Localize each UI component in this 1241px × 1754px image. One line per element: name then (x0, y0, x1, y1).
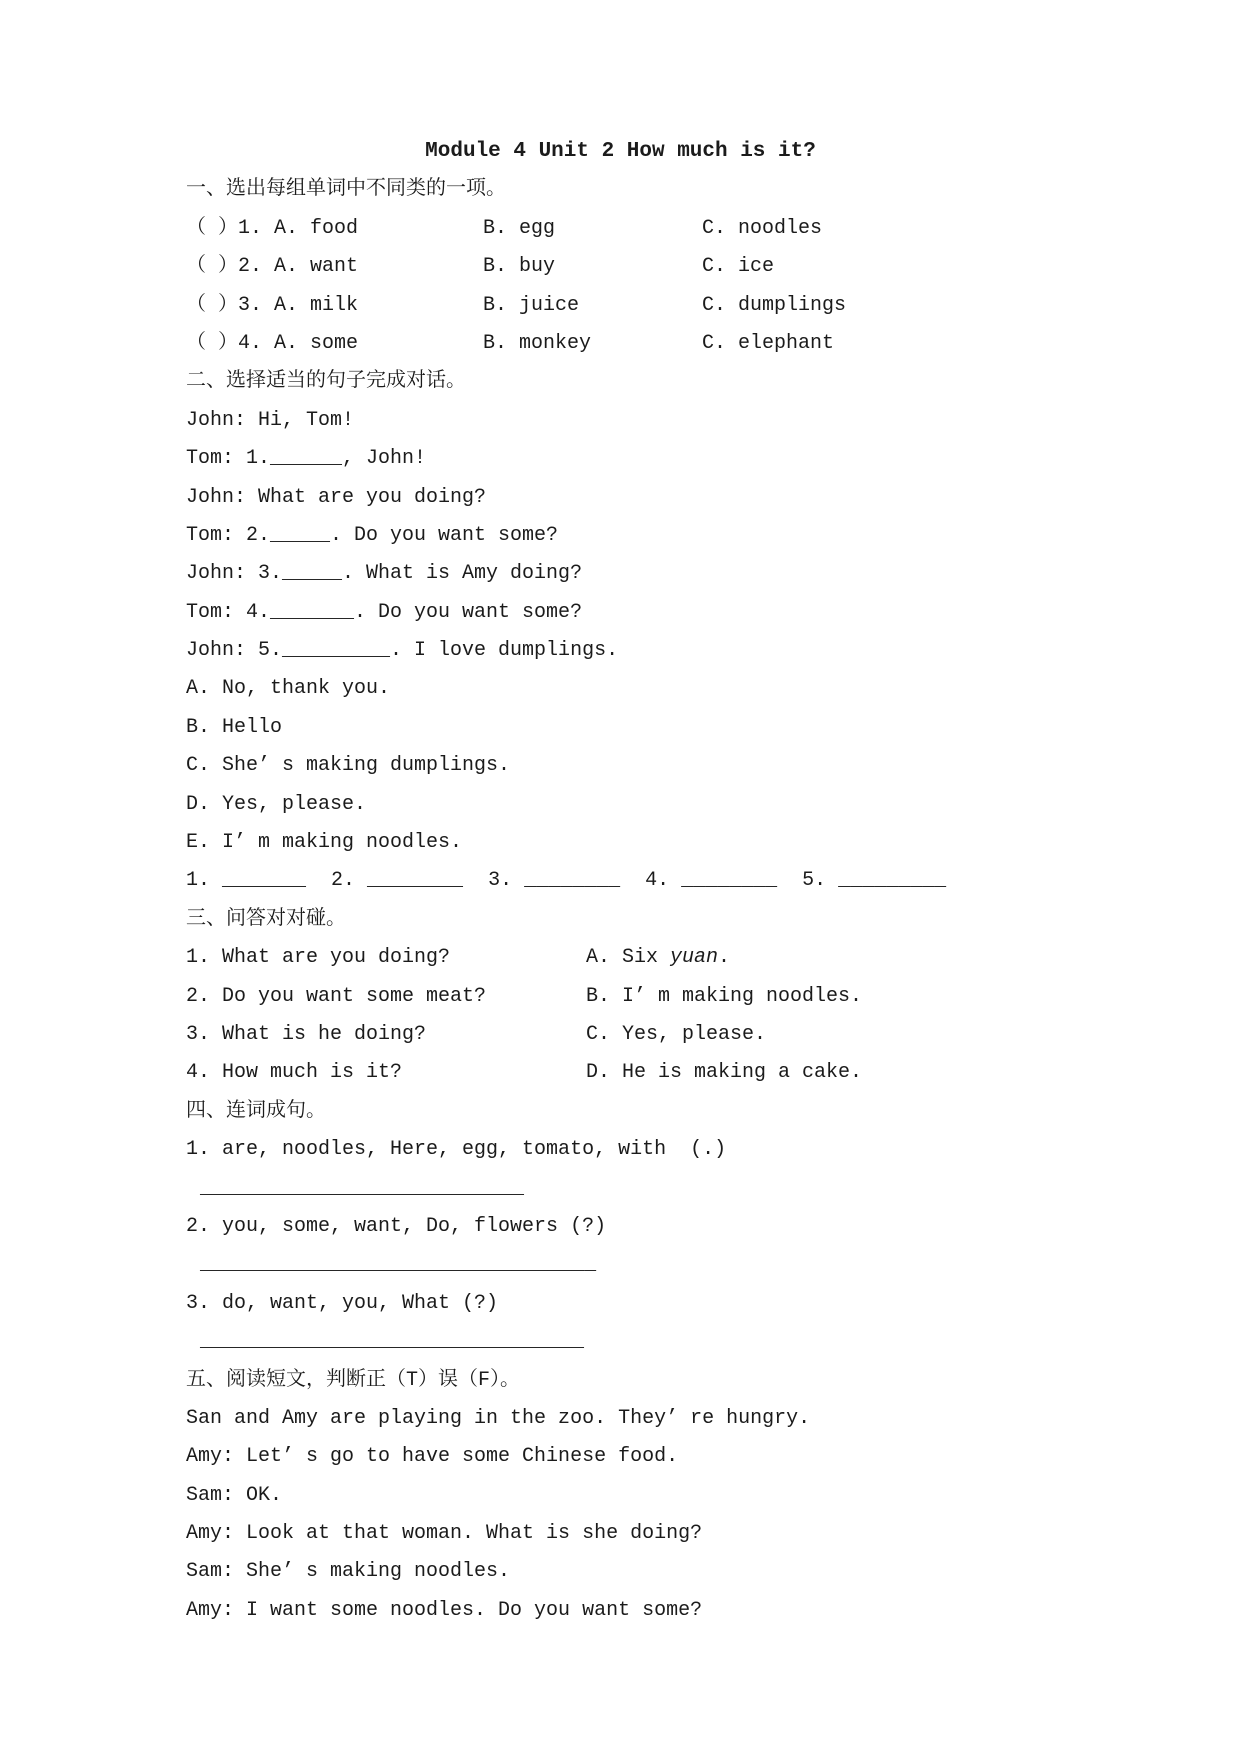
passage-line-6: Amy: I want some noodles. Do you want some? (186, 1598, 703, 1622)
qa-answer: B. I’ m making noodles. (586, 984, 863, 1008)
qa-answer: C. Yes, please. (586, 1022, 767, 1046)
dialog-option-d: D. Yes, please. (186, 792, 367, 816)
passage-line-5: Sam: She’ s making noodles. (186, 1560, 511, 1584)
word-choice-option-c: C. noodles (702, 216, 823, 240)
qa-pair-3 (186, 1016, 1091, 1054)
answer-line-3: ________________________________ (200, 1330, 585, 1354)
answer-blank-1: 1. _______ (186, 869, 307, 893)
answer-line-1: ___________________________ (200, 1176, 525, 1200)
word-choice-row-1 (186, 210, 1091, 248)
qa-question: 2. Do you want some meat? (186, 984, 487, 1008)
qa-answer: D. He is making a cake. (586, 1061, 863, 1085)
word-choice-option-c: C. ice (702, 255, 775, 279)
worksheet-title: Module 4 Unit 2 How much is it? (425, 140, 816, 163)
qa-question: 4. How much is it? (186, 1061, 403, 1085)
answer-blank-3: 3. ________ (488, 869, 621, 893)
qa-question: 1. What are you doing? (186, 946, 451, 970)
answer-blank-2: 2. ________ (331, 869, 464, 893)
dialog-line-2: Tom: 1.______, John! (186, 447, 427, 471)
dialog-answer-blanks (186, 862, 1091, 900)
word-choice-option-b: B. juice (483, 293, 580, 317)
word-choice-option-a: （ ）3. A. milk (186, 293, 359, 317)
passage-line-3: Sam: OK. (186, 1483, 283, 1507)
rearrange-item-3: 3. do, want, you, What (?) (186, 1291, 499, 1315)
word-choice-option-a: （ ）2. A. want (186, 255, 359, 279)
dialog-line-6: Tom: 4._______. Do you want some? (186, 600, 583, 624)
word-choice-option-a: （ ）1. A. food (186, 216, 359, 240)
word-choice-row-3 (186, 287, 1091, 325)
passage-line-2: Amy: Let’ s go to have some Chinese food. (186, 1445, 679, 1469)
dialog-line-3: John: What are you doing? (186, 485, 487, 509)
answer-blank-5: 5. _________ (802, 869, 947, 893)
word-choice-option-b: B. egg (483, 216, 556, 240)
dialog-line-4: Tom: 2._____. Do you want some? (186, 523, 559, 547)
dialog-option-a: A. No, thank you. (186, 677, 391, 701)
rearrange-item-2: 2. you, some, want, Do, flowers (?) (186, 1214, 607, 1238)
section5-heading: 五、阅读短文，判断正（T）误（F）。 (186, 1368, 521, 1392)
qa-pair-4 (186, 1054, 1091, 1092)
qa-answer: A. Six yuan. (586, 946, 731, 970)
qa-question: 3. What is he doing? (186, 1022, 427, 1046)
word-choice-option-c: C. elephant (702, 331, 835, 355)
section4-heading: 四、连词成句。 (186, 1099, 326, 1123)
dialog-option-e: E. I’ m making noodles. (186, 831, 463, 855)
qa-pair-1 (186, 939, 1091, 977)
dialog-line-7: John: 5._________. I love dumplings. (186, 639, 619, 663)
dialog-option-c: C. She’ s making dumplings. (186, 754, 511, 778)
word-choice-option-c: C. dumplings (702, 293, 847, 317)
passage-line-1: San and Amy are playing in the zoo. They’ re hungry. (186, 1406, 811, 1430)
section3-heading: 三、问答对对碰。 (186, 907, 346, 931)
dialog-line-5: John: 3._____. What is Amy doing? (186, 562, 583, 586)
dialog-line-1: John: Hi, Tom! (186, 408, 355, 432)
word-choice-option-b: B. buy (483, 255, 556, 279)
word-choice-row-2 (186, 248, 1091, 286)
word-choice-row-4 (186, 325, 1091, 363)
section1-heading: 一、选出每组单词中不同类的一项。 (186, 178, 506, 202)
answer-line-2: _________________________________ (200, 1253, 597, 1277)
section2-heading: 二、选择适当的句子完成对话。 (186, 370, 466, 394)
word-choice-option-b: B. monkey (483, 331, 592, 355)
dialog-option-b: B. Hello (186, 715, 283, 739)
qa-pair-2 (186, 978, 1091, 1016)
rearrange-item-1: 1. are, noodles, Here, egg, tomato, with (.) (186, 1138, 727, 1162)
word-choice-option-a: （ ）4. A. some (186, 331, 359, 355)
answer-blank-4: 4. ________ (645, 869, 778, 893)
passage-line-4: Amy: Look at that woman. What is she doing? (186, 1522, 703, 1546)
